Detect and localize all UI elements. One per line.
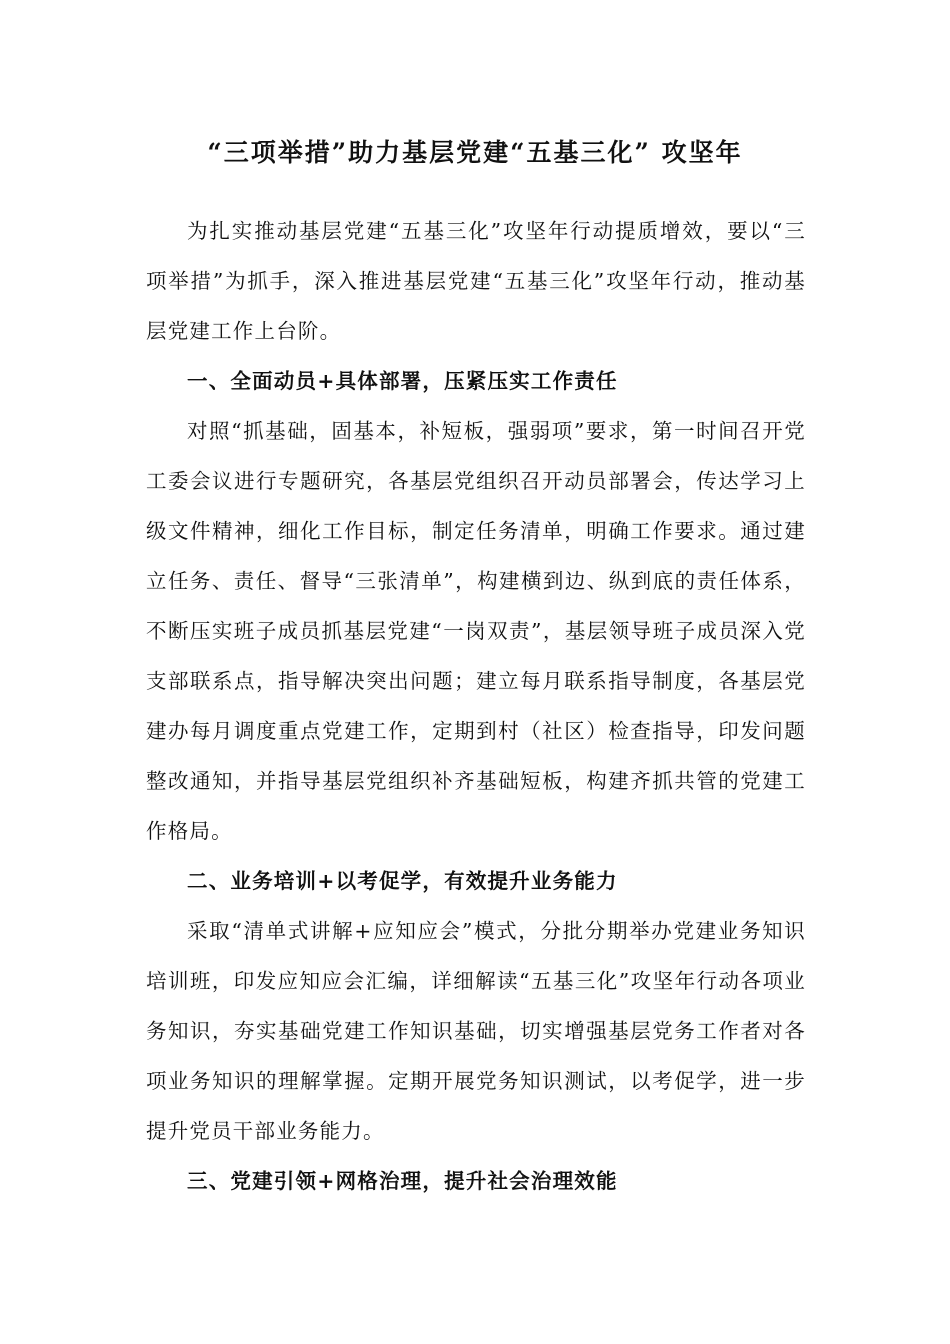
section-1-body: 对照“抓基础，固基本，补短板，强弱项”要求，第一时间召开党工委会议进行专题研究，各基层党组织召开动员部署会，传达学习上级文件精神，细化工作目标，制定任务清单，明确工作要求。通过建立任务、责任、督导“三张清单”，构建横到边、纵到底的责任体系，不断压实班子成员抓基层党建“一岗双责”，基层领导班子成员深入党支部联系点，指导解决突出问题；建立每月联系指导制度，各基层党建办每月调度重点党建工作，定期到村（社区）检查指导，印发问题整改通知，并指导基层党组织补齐基础短板，构建齐抓共管的党建工作格局。: [146, 419, 806, 843]
section-2-body: 采取“清单式讲解+应知应会”模式，分批分期举办党建业务知识培训班，印发应知应会汇编，详细解读“五基三化”攻坚年行动各项业务知识，夯实基础党建工作知识基础，切实增强基层党务工作者对各项业务知识的理解掌握。定期开展党务知识测试，以考促学，进一步提升党员干部业务能力。: [146, 919, 806, 1143]
intro-paragraph: 为扎实推动基层党建“五基三化”攻坚年行动提质增效，要以“三项举措”为抓手，深入推进基层党建“五基三化”攻坚年行动，推动基层党建工作上台阶。: [146, 219, 806, 343]
section-2-heading: 二、业务培训+以考促学，有效提升业务能力: [187, 869, 618, 893]
section-3-heading: 三、党建引领+网格治理，提升社会治理效能: [187, 1169, 618, 1193]
document-body: [146, 206, 806, 1206]
document-title: “三项举措”助力基层党建“五基三化” 攻坚年: [207, 138, 743, 167]
section-1-heading: 一、全面动员+具体部署，压紧压实工作责任: [187, 369, 618, 393]
